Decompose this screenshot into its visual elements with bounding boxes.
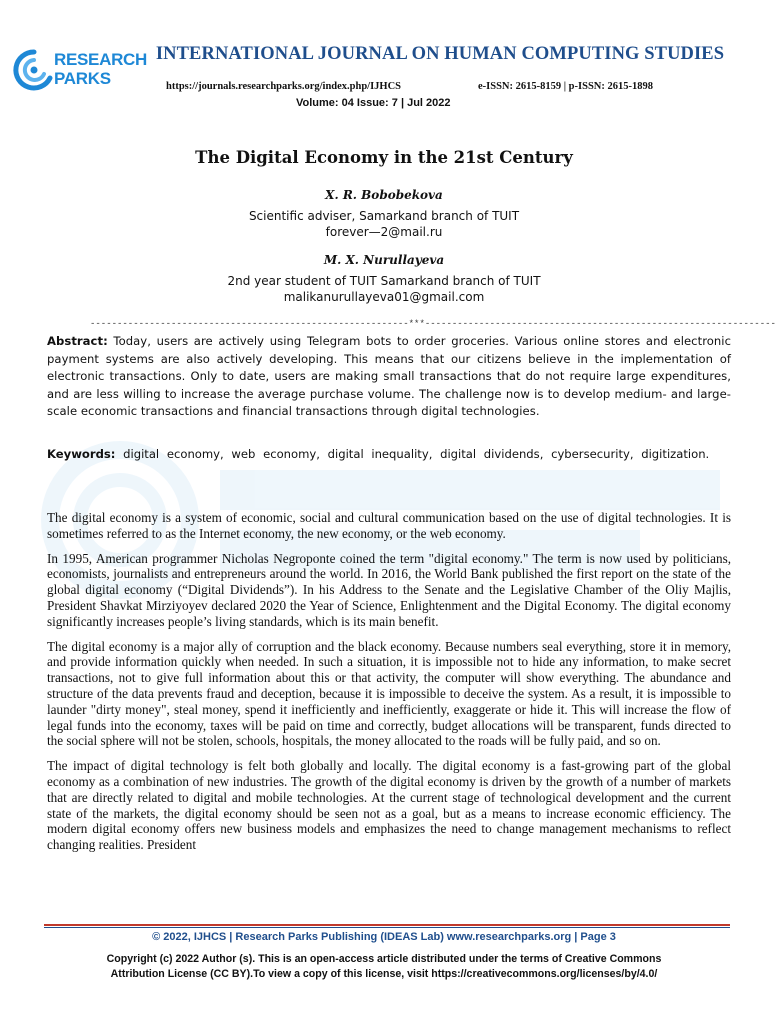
logo-text-research: RESEARCH xyxy=(54,50,148,69)
logo-swirl-icon xyxy=(14,48,54,94)
author-affiliation: Scientific adviser, Samarkand branch of TUIT xyxy=(248,209,520,223)
author-2 xyxy=(0,252,768,305)
keywords xyxy=(47,446,731,464)
footer-rule-red xyxy=(44,924,730,926)
author-email[interactable]: malikanurullayeva01@gmail.com xyxy=(283,290,485,304)
footer-rule-blue xyxy=(44,927,730,928)
copyright-line-2: Attribution License (CC BY).To view a copy of this license, visit https://creativecommons.org/licenses/by/4.0/ xyxy=(110,968,658,980)
body-text xyxy=(47,510,731,862)
paragraph: In 1995, American programmer Nicholas Negroponte coined the term "digital economy." The term is now used by politicians, economists, journalists and entrepreneurs around the world. In 2016, the World Bank published the first report on the state of the global digital economy (“Digital Dividends”). In his Address to the Senate and the Legislative Chamber of the Oliy Majlis, President Shavkat Mirziyoyev declared 2020 the Year of Science, Enlightenment and the Digital Economy. The digital economy significantly increases people’s living standards, which is its main benefit. xyxy=(47,550,731,629)
paragraph: The digital economy is a system of economic, social and cultural communication based on the use of digital technologies. It is sometimes referred to as the Internet economy, the new economy, or the web economy. xyxy=(47,510,731,541)
author-1 xyxy=(0,187,768,240)
research-parks-logo xyxy=(14,48,148,94)
journal-url[interactable]: https://journals.researchparks.org/index.php/IJHCS xyxy=(166,81,402,92)
paper-title: The Digital Economy in the 21st Century xyxy=(195,148,573,167)
journal-issn: e-ISSN: 2615-8159 | p-ISSN: 2615-1898 xyxy=(478,81,653,92)
keywords-text: digital economy, web economy, digital inequality, digital dividends, cybersecurity, digitization. xyxy=(115,447,710,461)
section-separator: -----------------------------------------------------------***----------------------------------------------------------------- xyxy=(90,319,776,329)
abstract-text: Today, users are actively using Telegram bots to order groceries. Various online stores and electronic payment systems are also actively developing. This means that our citizens believe in the implementation of electronic transactions. Only to date, users are making small transactions that do not require large expenditures, and are less willing to increase the average purchase volume. The challenge now is to develop medium- and large-scale economic transactions and financial transactions through digital technologies. xyxy=(47,334,731,418)
footer-copyright xyxy=(40,952,728,982)
paragraph: The digital economy is a major ally of corruption and the black economy. Because numbers seal everything, store it in memory, and provide information quickly when needed. In such a situation, it is impossible not to hide any information, to make secret transactions, not to give full information about this or that activity, the computer will show everything. The abundance and structure of the data prevents fraud and deception, because it is impossible to deceive the system. As a result, it is impossible to launder "dirty money", steal money, spend it inefficiently and inefficiently, exaggerate or hide it. This will increase the flow of legal funds into the economy, taxes will be paid on time and correctly, budget allocations will be transparent, funds directed to the social sphere will not be stolen, schools, hospitals, the money allocated to the roads will be fully paid, and so on. xyxy=(47,638,731,749)
footer-page-line: © 2022, IJHCS | Research Parks Publishing (IDEAS Lab) www.researchparks.org | Page 3 xyxy=(152,931,616,943)
author-name: M. X. Nurullayeva xyxy=(323,253,445,267)
author-email[interactable]: forever—2@mail.ru xyxy=(325,225,443,239)
logo-text-parks: PARKS xyxy=(54,69,111,88)
journal-volume: Volume: 04 Issue: 7 | Jul 2022 xyxy=(296,97,451,109)
author-affiliation: 2nd year student of TUIT Samarkand branch of TUIT xyxy=(227,274,541,288)
author-name: X. R. Bobobekova xyxy=(325,188,443,202)
abstract xyxy=(47,333,731,421)
journal-header xyxy=(0,0,768,120)
copyright-line-1: Copyright (c) 2022 Author (s). This is an open-access article distributed under the terms of Creative Commons xyxy=(106,953,662,965)
journal-title: INTERNATIONAL JOURNAL ON HUMAN COMPUTING STUDIES xyxy=(155,44,725,64)
paragraph: The impact of digital technology is felt both globally and locally. The digital economy is a fast-growing part of the global economy as a combination of new industries. The growth of the digital economy is driven by the growth of a number of markets that are directly related to digital and mobile technologies. At the current stage of technological development and the current state of the markets, the digital economy should be seen not as a goal, but as a means to increase economic efficiency. The modern digital economy offers new business models and emphasizes the need to change management mechanisms to reflect changing realities. President xyxy=(47,758,731,853)
abstract-label: Abstract: xyxy=(47,334,108,348)
keywords-label: Keywords: xyxy=(47,447,116,461)
